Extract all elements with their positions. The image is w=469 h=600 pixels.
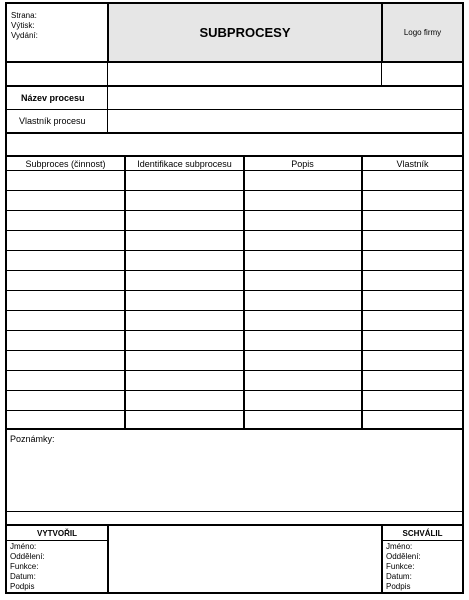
created-department-label: Oddělení: xyxy=(10,552,45,561)
approved-department-label: Oddělení: xyxy=(386,552,421,561)
table-row[interactable] xyxy=(7,231,462,250)
approved-signature-label: Podpis xyxy=(386,582,411,591)
table-row[interactable] xyxy=(7,271,462,290)
table-row[interactable] xyxy=(7,311,462,330)
info-row-cell-3[interactable] xyxy=(383,63,462,85)
process-owner-field[interactable] xyxy=(109,110,462,132)
process-owner-label: Vlastník procesu xyxy=(19,116,86,126)
approved-by-title: SCHVÁLIL xyxy=(402,528,443,538)
header-title-cell xyxy=(108,4,382,61)
column-header-identification: Identifikace subprocesu xyxy=(137,158,232,169)
column-header-description: Popis xyxy=(291,158,314,169)
table-row[interactable] xyxy=(7,291,462,310)
created-name-label: Jméno: xyxy=(10,542,37,551)
spacer-row xyxy=(7,134,462,156)
table-row[interactable] xyxy=(7,191,462,210)
notes-label: Poznámky: xyxy=(10,434,55,444)
subprocess-form xyxy=(5,2,464,594)
created-function-label: Funkce: xyxy=(10,562,39,571)
header-meta-cell xyxy=(7,4,107,61)
footer-middle-cell[interactable] xyxy=(109,526,381,592)
table-row[interactable] xyxy=(7,251,462,270)
issue-label: Vydání: xyxy=(11,31,38,40)
logo-cell xyxy=(383,4,462,61)
column-header-owner: Vlastník xyxy=(396,158,429,169)
created-by-title: VYTVOŘIL xyxy=(36,528,77,538)
table-row[interactable] xyxy=(7,391,462,410)
copy-label: Výtisk: xyxy=(11,21,35,30)
table-row[interactable] xyxy=(7,371,462,390)
page-title: SUBPROCESY xyxy=(199,25,291,40)
notes-area[interactable] xyxy=(7,430,462,511)
process-name-field[interactable] xyxy=(109,87,462,109)
created-date-label: Datum: xyxy=(10,572,36,581)
approved-date-label: Datum: xyxy=(386,572,412,581)
column-header-subprocess: Subproces (činnost) xyxy=(25,158,106,169)
created-signature-label: Podpis xyxy=(10,582,35,591)
process-name-label: Název procesu xyxy=(21,93,85,103)
table-row[interactable] xyxy=(7,331,462,350)
approved-by-fields[interactable] xyxy=(386,542,462,592)
approved-function-label: Funkce: xyxy=(386,562,415,571)
company-logo-placeholder: Logo firmy xyxy=(403,28,442,37)
info-row-cell-1[interactable] xyxy=(7,63,107,85)
table-row[interactable] xyxy=(7,211,462,230)
info-row-cell-2[interactable] xyxy=(109,63,381,85)
page-label: Strana: xyxy=(11,11,37,20)
table-row[interactable] xyxy=(7,351,462,370)
approved-name-label: Jméno: xyxy=(386,542,413,551)
created-by-fields[interactable] xyxy=(10,542,106,592)
table-row[interactable] xyxy=(7,411,462,428)
table-row[interactable] xyxy=(7,171,462,190)
